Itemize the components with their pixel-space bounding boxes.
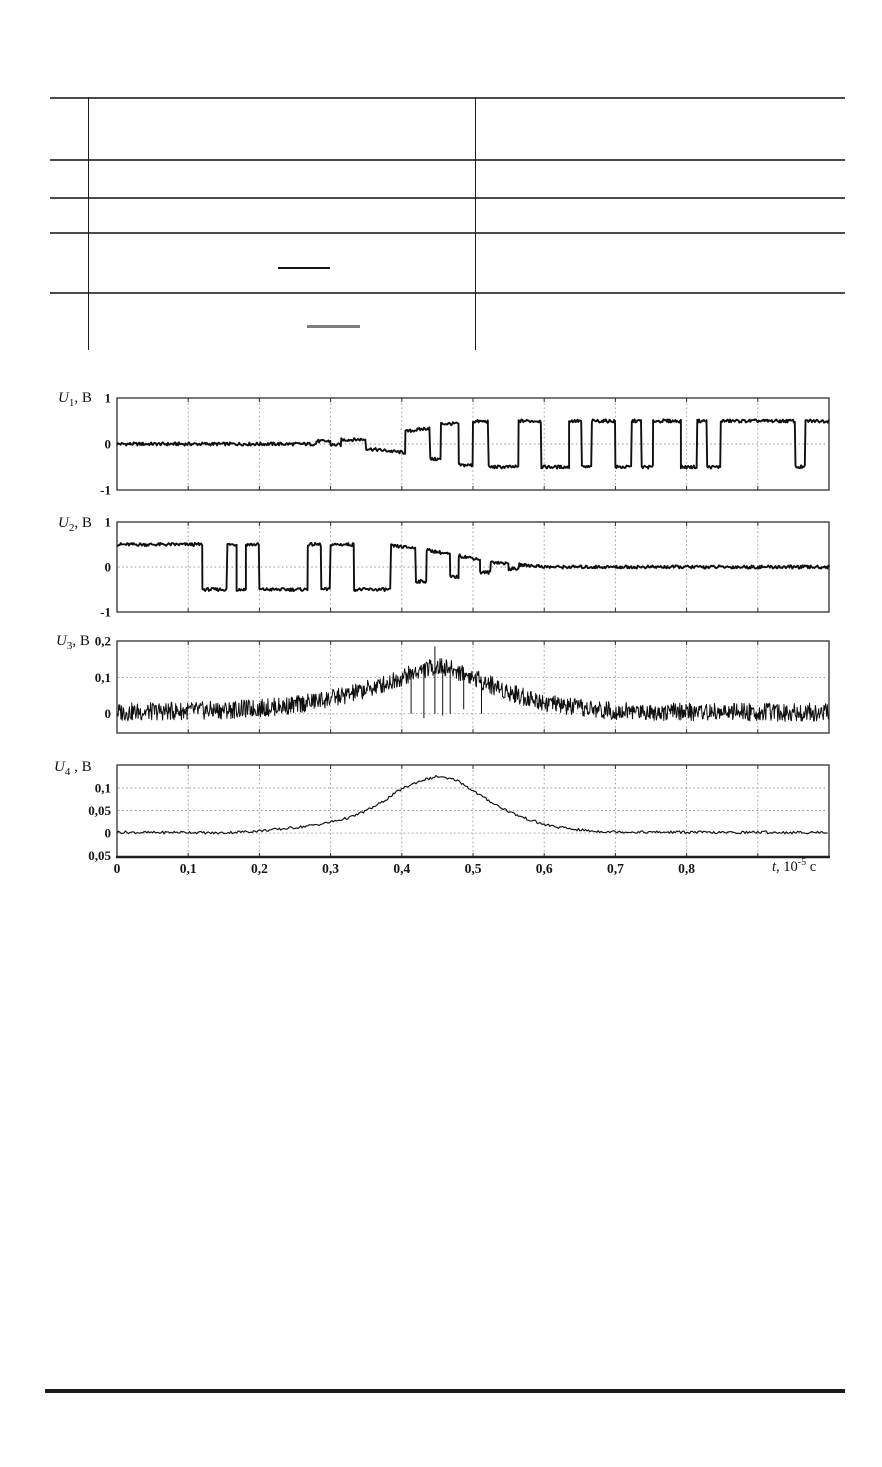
y-tick-label: 1 <box>104 514 111 530</box>
footer-rule <box>45 1389 845 1393</box>
x-tick-label: 0,1 <box>179 861 197 876</box>
plot-u2-ylabel: $U_2$, В <box>58 515 92 534</box>
plot-u3-ylabel: $U_3$, В <box>56 633 90 652</box>
y-tick-label: 1 <box>104 390 111 406</box>
x-tick-label: 0,8 <box>678 861 696 876</box>
y-tick-label: 0 <box>104 706 111 722</box>
x-tick-label: 0 <box>113 861 121 876</box>
y-tick-label: -1 <box>100 604 111 620</box>
x-tick-label: 0,7 <box>606 861 624 876</box>
plot-u2-panel <box>100 515 829 620</box>
plot-u3-panel <box>95 634 829 734</box>
y-tick-label: 0,05 <box>88 848 111 864</box>
y-tick-label: 0,1 <box>94 780 111 796</box>
plot-u4-panel <box>88 765 830 863</box>
y-tick-label: 0,1 <box>94 669 111 685</box>
y-tick-label: 0 <box>104 825 111 841</box>
time-axis-label: t, $10^{-5}$ с <box>772 857 817 875</box>
time-axis-ticks <box>114 861 696 876</box>
y-tick-label: 0 <box>104 559 111 575</box>
y-tick-label: -1 <box>100 482 111 498</box>
x-tick-label: 0,2 <box>250 861 268 876</box>
y-tick-label: 0,05 <box>88 803 111 818</box>
x-tick-label: 0,6 <box>535 861 553 876</box>
signal-trace-u4 <box>117 776 828 835</box>
x-tick-label: 0,3 <box>322 861 340 876</box>
plot-u1-panel <box>100 391 829 498</box>
x-tick-label: 0,5 <box>464 861 482 876</box>
plot-u4-ylabel: $U_4$ , В <box>54 759 92 778</box>
y-tick-label: 0 <box>104 436 111 452</box>
plot-u1-ylabel: $U_1$, В <box>58 390 92 409</box>
y-tick-label: 0,2 <box>94 633 111 649</box>
x-tick-label: 0,4 <box>393 861 411 876</box>
